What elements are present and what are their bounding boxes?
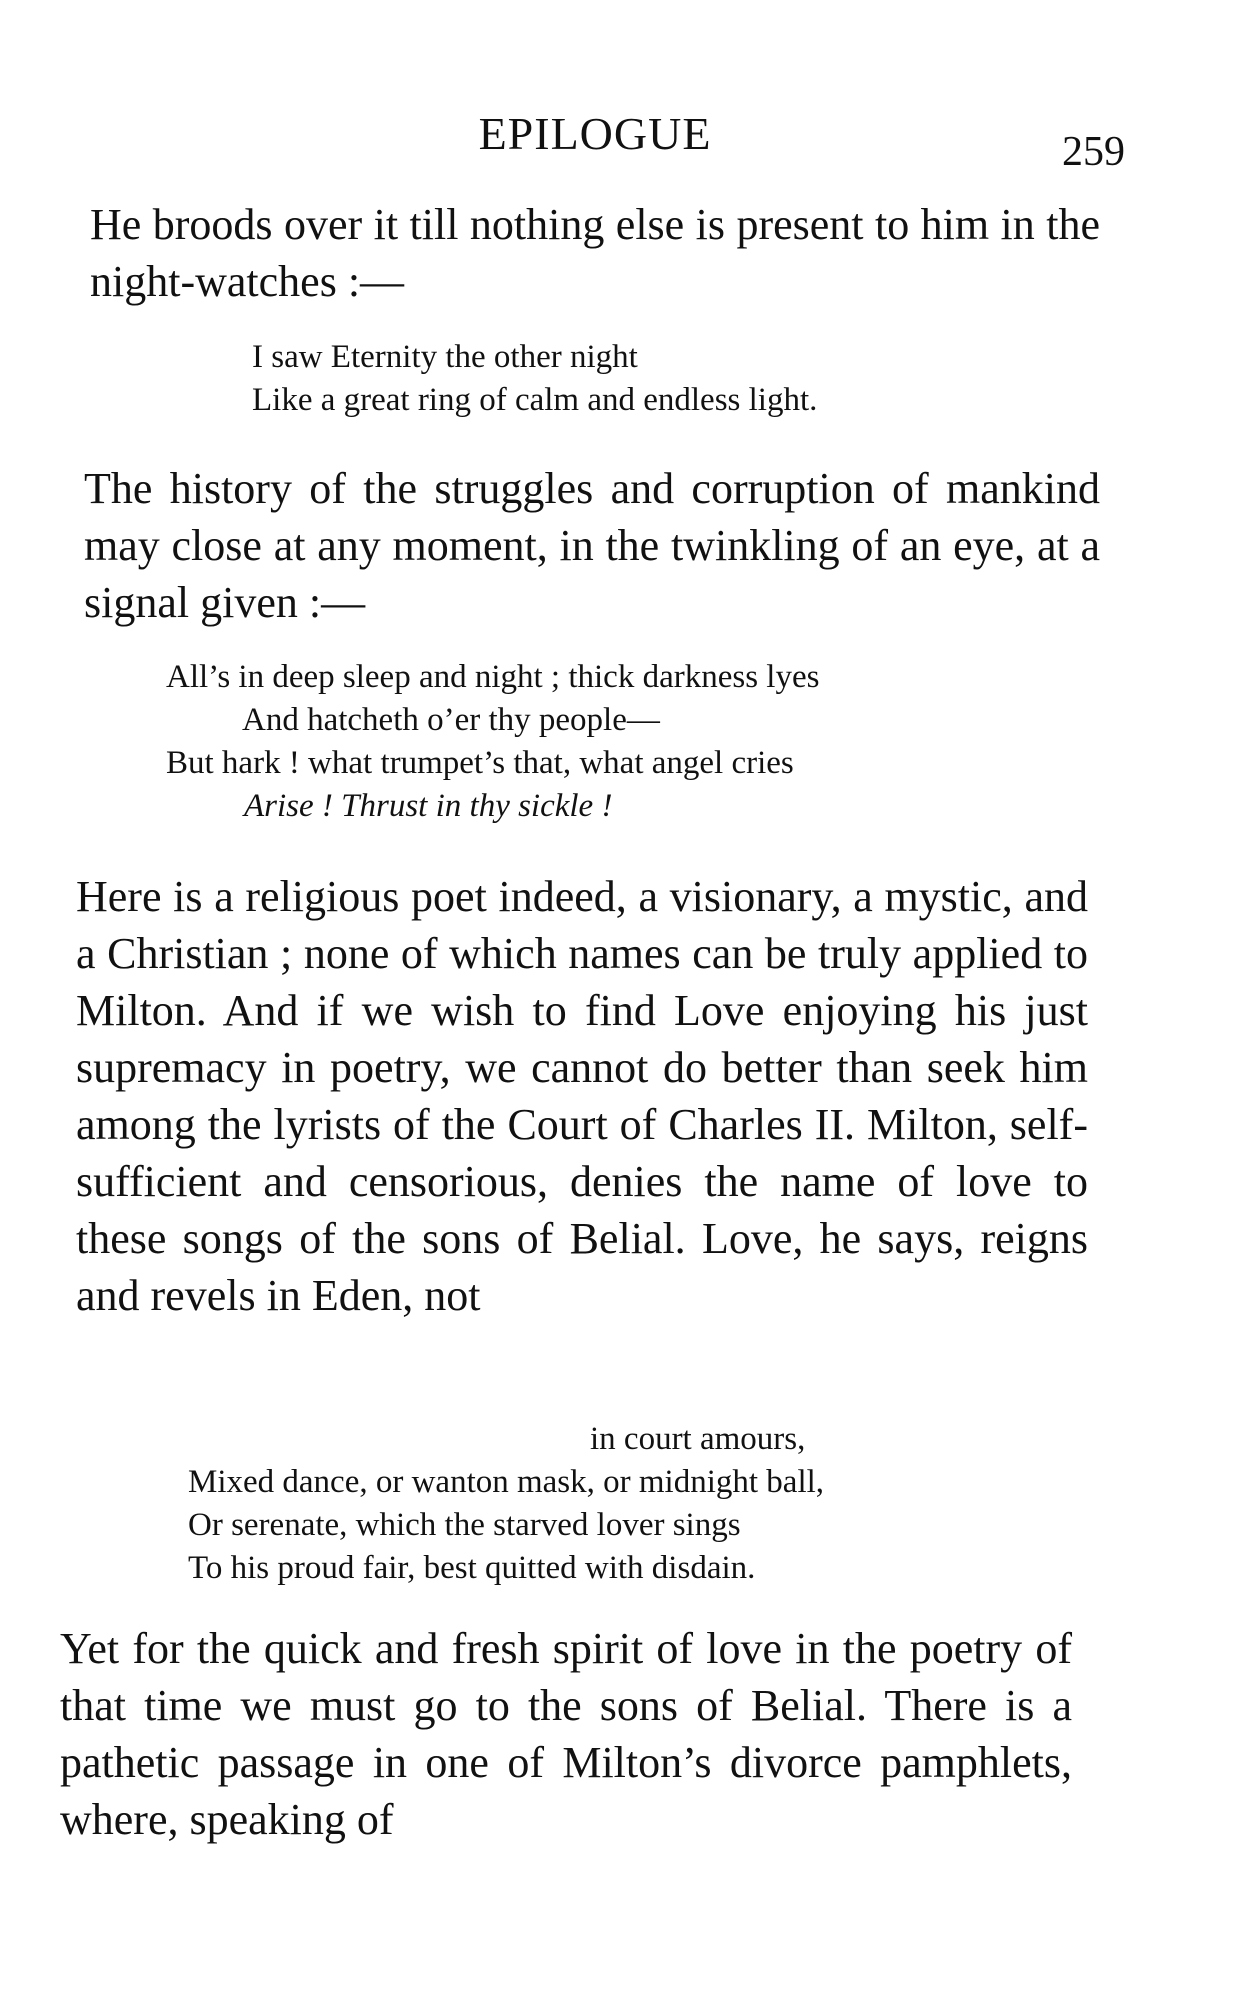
verse-line: To his proud fair, best quitted with disdain. <box>188 1550 756 1586</box>
paragraph-sons-of-belial: Yet for the quick and fresh spirit of love in the poetry of that time we must go to the sons of Belial. There is a pathetic passage in one of Milton’s divorce pamphlets, where, speaking of <box>60 1624 1072 1844</box>
verse-line: Arise ! Thrust in thy sickle ! <box>244 788 613 824</box>
verse-deep-sleep <box>166 656 819 828</box>
verse-line: Like a great ring of calm and endless light. <box>252 382 818 418</box>
running-title: EPILOGUE <box>478 108 712 159</box>
verse-line: I saw Eternity the other night <box>252 339 638 375</box>
verse-line: Mixed dance, or wanton mask, or midnight ball, <box>188 1464 825 1500</box>
paragraph-religious-poet: Here is a religious poet indeed, a visionary, a mystic, and a Christian ; none of which names can be truly applied to Milton. And if we wish to find Love enjoying his just supremacy in poetry, we cannot do better than seek him among the lyrists of the Court of Charles II. Milton, self-sufficient and censorious, denies the name of love to these songs of the sons of Belial. Love, he says, reigns and revels in Eden, not <box>76 872 1088 1320</box>
verse-eternity <box>252 336 817 422</box>
page-number: 259 <box>1062 129 1125 175</box>
running-head <box>0 104 1256 175</box>
paragraph-history-of-mankind: The history of the struggles and corruption of mankind may close at any moment, in the twinkling of an eye, at a signal given :— <box>84 464 1100 627</box>
verse-court-amours <box>188 1418 824 1590</box>
verse-line: All’s in deep sleep and night ; thick darkness lyes <box>166 659 820 695</box>
verse-line: But hark ! what trumpet’s that, what angel cries <box>166 745 794 781</box>
verse-line: Or serenate, which the starved lover sings <box>188 1507 741 1543</box>
verse-line: in court amours, <box>590 1421 806 1457</box>
paragraph-night-watches: He broods over it till nothing else is present to him in the night-watches :— <box>90 200 1100 306</box>
verse-line: And hatcheth o’er thy people— <box>242 702 660 738</box>
